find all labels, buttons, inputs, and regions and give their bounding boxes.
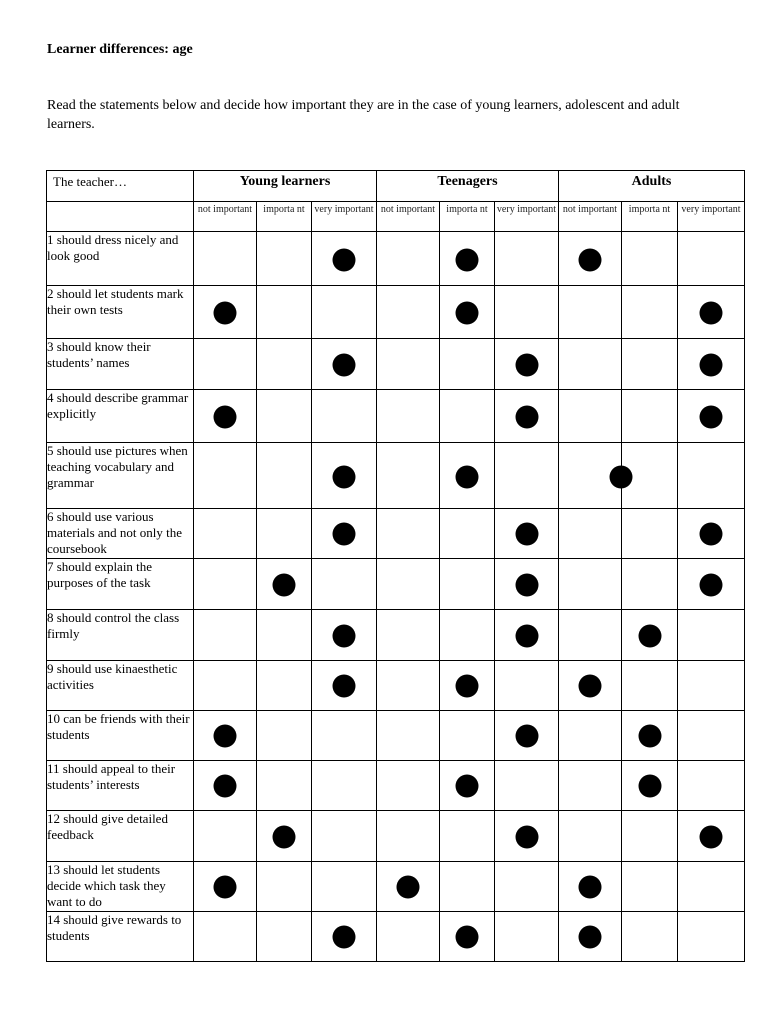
- selected-mark-dot: [700, 354, 723, 377]
- selected-mark-dot: [579, 675, 602, 698]
- rating-cell[interactable]: [312, 711, 377, 761]
- rating-cell[interactable]: [312, 339, 377, 390]
- rating-cell[interactable]: [440, 232, 495, 286]
- statement-text: 9 should use kinaesthetic activities: [47, 661, 194, 711]
- statement-text: 14 should give rewards to students: [47, 912, 194, 962]
- rating-cell[interactable]: [377, 811, 440, 862]
- rating-cell[interactable]: [678, 862, 745, 912]
- rating-cell[interactable]: [495, 761, 559, 811]
- level-label: importa nt: [257, 202, 312, 232]
- selected-mark-dot: [700, 406, 723, 429]
- rating-cell[interactable]: [622, 862, 678, 912]
- statement-text: 1 should dress nicely and look good: [47, 232, 194, 286]
- table-row: [47, 811, 745, 862]
- rating-cell[interactable]: [377, 509, 440, 559]
- level-label: very important: [678, 202, 745, 232]
- rating-cell[interactable]: [377, 390, 440, 443]
- rating-cell[interactable]: [622, 610, 678, 661]
- rating-cell[interactable]: [440, 390, 495, 443]
- rating-cell[interactable]: [495, 443, 559, 509]
- rating-cell[interactable]: [559, 761, 622, 811]
- rating-table: [46, 170, 745, 962]
- selected-mark-dot: [579, 248, 602, 271]
- rating-cell[interactable]: [312, 232, 377, 286]
- rating-cell[interactable]: [377, 286, 440, 339]
- rating-cell[interactable]: [312, 862, 377, 912]
- rating-cell[interactable]: [377, 661, 440, 711]
- rating-cell[interactable]: [678, 509, 745, 559]
- rating-cell[interactable]: [678, 811, 745, 862]
- selected-mark-dot: [333, 926, 356, 949]
- rating-cell[interactable]: [312, 610, 377, 661]
- rating-cell[interactable]: [495, 286, 559, 339]
- rating-cell[interactable]: [559, 509, 622, 559]
- selected-mark-dot: [515, 406, 538, 429]
- rating-cell[interactable]: [377, 912, 440, 962]
- selected-mark-dot: [515, 725, 538, 748]
- table-row: [47, 912, 745, 962]
- rating-cell[interactable]: [622, 761, 678, 811]
- group-header-row: [47, 171, 745, 202]
- rating-cell[interactable]: [377, 711, 440, 761]
- rating-cell[interactable]: [377, 610, 440, 661]
- rating-cell[interactable]: [377, 339, 440, 390]
- selected-mark-dot: [515, 574, 538, 597]
- selected-mark-dot: [333, 625, 356, 648]
- rating-cell[interactable]: [257, 443, 312, 509]
- rating-cell[interactable]: [440, 862, 495, 912]
- group-teenagers: Teenagers: [377, 171, 559, 202]
- rating-cell[interactable]: [312, 912, 377, 962]
- rating-cell[interactable]: [440, 711, 495, 761]
- selected-mark-dot: [456, 302, 479, 325]
- rating-cell[interactable]: [194, 912, 257, 962]
- selected-mark-dot: [515, 625, 538, 648]
- selected-mark-dot: [515, 523, 538, 546]
- level-label: not important: [559, 202, 622, 232]
- rating-cell[interactable]: [312, 559, 377, 610]
- table-row: [47, 661, 745, 711]
- page-title: Learner differences: age: [47, 42, 193, 57]
- selected-mark-dot: [515, 826, 538, 849]
- rating-cell[interactable]: [559, 339, 622, 390]
- rating-cell[interactable]: [559, 390, 622, 443]
- rating-cell[interactable]: [622, 711, 678, 761]
- rating-cell[interactable]: [312, 811, 377, 862]
- rating-cell[interactable]: [678, 661, 745, 711]
- selected-mark-dot: [214, 406, 237, 429]
- rating-cell[interactable]: [622, 232, 678, 286]
- rating-cell[interactable]: [559, 912, 622, 962]
- level-label: not important: [377, 202, 440, 232]
- rating-cell[interactable]: [257, 661, 312, 711]
- rating-cell[interactable]: [495, 661, 559, 711]
- rating-cell[interactable]: [194, 443, 257, 509]
- rating-cell[interactable]: [440, 559, 495, 610]
- statement-text: 7 should explain the purposes of the task: [47, 559, 194, 610]
- rating-cell[interactable]: [257, 559, 312, 610]
- rating-cell[interactable]: [194, 610, 257, 661]
- selected-mark-dot: [214, 876, 237, 899]
- selected-mark-dot: [333, 523, 356, 546]
- statement-text: 6 should use various materials and not only the coursebook: [47, 509, 194, 559]
- rating-cell[interactable]: [495, 610, 559, 661]
- table-row: [47, 761, 745, 811]
- level-header-row: [47, 202, 745, 232]
- rating-cell[interactable]: [495, 339, 559, 390]
- statement-text: 11 should appeal to their students’ interests: [47, 761, 194, 811]
- statement-text: 8 should control the class firmly: [47, 610, 194, 661]
- level-label: not important: [194, 202, 257, 232]
- group-adults: Adults: [559, 171, 745, 202]
- rating-cell[interactable]: [495, 509, 559, 559]
- rating-cell[interactable]: [678, 559, 745, 610]
- rating-cell[interactable]: [495, 862, 559, 912]
- rating-cell[interactable]: [194, 862, 257, 912]
- rating-cell[interactable]: [377, 443, 440, 509]
- selected-mark-dot: [579, 876, 602, 899]
- table-row: [47, 711, 745, 761]
- selected-mark-dot: [333, 675, 356, 698]
- rating-cell[interactable]: [257, 761, 312, 811]
- rating-cell[interactable]: [312, 286, 377, 339]
- selected-mark-dot: [456, 775, 479, 798]
- rating-cell[interactable]: [440, 509, 495, 559]
- rating-cell[interactable]: [194, 390, 257, 443]
- selected-mark-dot: [214, 775, 237, 798]
- table-row: [47, 443, 745, 509]
- statement-text: 2 should let students mark their own tests: [47, 286, 194, 339]
- rating-cell[interactable]: [194, 509, 257, 559]
- selected-mark-dot: [700, 523, 723, 546]
- instructions: Read the statements below and decide how important they are in the case of young learners, adolescent and adult learners.: [47, 98, 680, 132]
- rating-cell[interactable]: [495, 232, 559, 286]
- rating-cell[interactable]: [678, 232, 745, 286]
- rating-cell[interactable]: [194, 811, 257, 862]
- rating-cell[interactable]: [377, 559, 440, 610]
- table-row: [47, 610, 745, 661]
- rating-cell[interactable]: [678, 912, 745, 962]
- selected-mark-dot: [456, 248, 479, 271]
- rating-cell[interactable]: [377, 232, 440, 286]
- rating-cell[interactable]: [194, 711, 257, 761]
- selected-mark-dot: [515, 354, 538, 377]
- rating-cell[interactable]: [312, 390, 377, 443]
- rating-cell[interactable]: [257, 232, 312, 286]
- level-label: importa nt: [622, 202, 678, 232]
- rating-cell[interactable]: [622, 811, 678, 862]
- rating-cell[interactable]: [678, 610, 745, 661]
- rating-cell[interactable]: [257, 390, 312, 443]
- rating-cell[interactable]: [257, 811, 312, 862]
- selected-mark-dot: [273, 574, 296, 597]
- selected-mark-dot: [700, 826, 723, 849]
- rating-cell[interactable]: [440, 286, 495, 339]
- corner-label: The teacher…: [47, 171, 194, 202]
- rating-cell[interactable]: [312, 761, 377, 811]
- rating-cell[interactable]: [495, 912, 559, 962]
- rating-cell[interactable]: [559, 232, 622, 286]
- rating-cell[interactable]: [257, 711, 312, 761]
- rating-cell[interactable]: [678, 339, 745, 390]
- rating-cell[interactable]: [495, 811, 559, 862]
- table-row: [47, 286, 745, 339]
- rating-cell[interactable]: [495, 390, 559, 443]
- statement-text: 10 can be friends with their students: [47, 711, 194, 761]
- selected-mark-dot: [397, 876, 420, 899]
- group-young-learners: Young learners: [194, 171, 377, 202]
- rating-cell[interactable]: [678, 390, 745, 443]
- rating-cell[interactable]: [622, 443, 678, 509]
- rating-cell[interactable]: [495, 559, 559, 610]
- rating-cell[interactable]: [440, 912, 495, 962]
- rating-cell[interactable]: [312, 509, 377, 559]
- rating-cell[interactable]: [559, 559, 622, 610]
- rating-cell[interactable]: [257, 912, 312, 962]
- rating-cell[interactable]: [678, 761, 745, 811]
- level-label: very important: [312, 202, 377, 232]
- rating-cell[interactable]: [440, 761, 495, 811]
- table-row: [47, 862, 745, 912]
- selected-mark-dot: [214, 725, 237, 748]
- rating-cell[interactable]: [194, 661, 257, 711]
- table-row: [47, 559, 745, 610]
- rating-cell[interactable]: [559, 286, 622, 339]
- statement-text: 13 should let students decide which task they want to do: [47, 862, 194, 912]
- selected-mark-dot: [579, 926, 602, 949]
- rating-cell[interactable]: [257, 610, 312, 661]
- rating-cell[interactable]: [440, 339, 495, 390]
- rating-cell[interactable]: [312, 661, 377, 711]
- rating-cell[interactable]: [678, 711, 745, 761]
- rating-cell[interactable]: [678, 443, 745, 509]
- blank-header-cell: [47, 202, 194, 232]
- selected-mark-dot: [700, 574, 723, 597]
- rating-cell[interactable]: [559, 711, 622, 761]
- selected-mark-dot: [333, 248, 356, 271]
- rating-cell[interactable]: [622, 912, 678, 962]
- rating-cell[interactable]: [194, 559, 257, 610]
- rating-cell[interactable]: [622, 509, 678, 559]
- rating-cell[interactable]: [194, 286, 257, 339]
- selected-mark-dot: [456, 675, 479, 698]
- rating-cell[interactable]: [194, 339, 257, 390]
- table-row: [47, 232, 745, 286]
- selected-mark-dot: [273, 826, 296, 849]
- rating-cell[interactable]: [257, 339, 312, 390]
- selected-mark-dot: [700, 302, 723, 325]
- rating-cell[interactable]: [622, 559, 678, 610]
- table-row: [47, 509, 745, 559]
- rating-cell[interactable]: [440, 610, 495, 661]
- rating-cell[interactable]: [257, 286, 312, 339]
- selected-mark-dot: [638, 775, 661, 798]
- rating-cell[interactable]: [257, 509, 312, 559]
- selected-mark-dot: [456, 926, 479, 949]
- statement-text: 12 should give detailed feedback: [47, 811, 194, 862]
- table-row: [47, 339, 745, 390]
- statement-text: 4 should describe grammar explicitly: [47, 390, 194, 443]
- rating-cell[interactable]: [440, 811, 495, 862]
- table-row: [47, 390, 745, 443]
- rating-cell[interactable]: [194, 232, 257, 286]
- rating-cell[interactable]: [678, 286, 745, 339]
- rating-cell[interactable]: [559, 862, 622, 912]
- selected-mark-dot: [638, 725, 661, 748]
- rating-cell[interactable]: [559, 610, 622, 661]
- rating-cell[interactable]: [377, 761, 440, 811]
- rating-cell[interactable]: [622, 286, 678, 339]
- rating-cell[interactable]: [377, 862, 440, 912]
- selected-mark-dot: [456, 465, 479, 488]
- rating-cell[interactable]: [440, 443, 495, 509]
- selected-mark-dot: [214, 302, 237, 325]
- statement-text: 3 should know their students’ names: [47, 339, 194, 390]
- rating-cell[interactable]: [559, 661, 622, 711]
- rating-cell[interactable]: [622, 390, 678, 443]
- selected-mark-dot: [333, 354, 356, 377]
- rating-cell[interactable]: [257, 862, 312, 912]
- level-label: very important: [495, 202, 559, 232]
- rating-cell[interactable]: [622, 339, 678, 390]
- rating-cell[interactable]: [559, 443, 622, 509]
- rating-cell[interactable]: [495, 711, 559, 761]
- rating-cell[interactable]: [622, 661, 678, 711]
- rating-cell[interactable]: [194, 761, 257, 811]
- level-label: importa nt: [440, 202, 495, 232]
- statement-text: 5 should use pictures when teaching vocabulary and grammar: [47, 443, 194, 509]
- rating-cell[interactable]: [440, 661, 495, 711]
- rating-cell[interactable]: [559, 811, 622, 862]
- selected-mark-dot: [638, 625, 661, 648]
- rating-cell[interactable]: [312, 443, 377, 509]
- selected-mark-dot: [333, 465, 356, 488]
